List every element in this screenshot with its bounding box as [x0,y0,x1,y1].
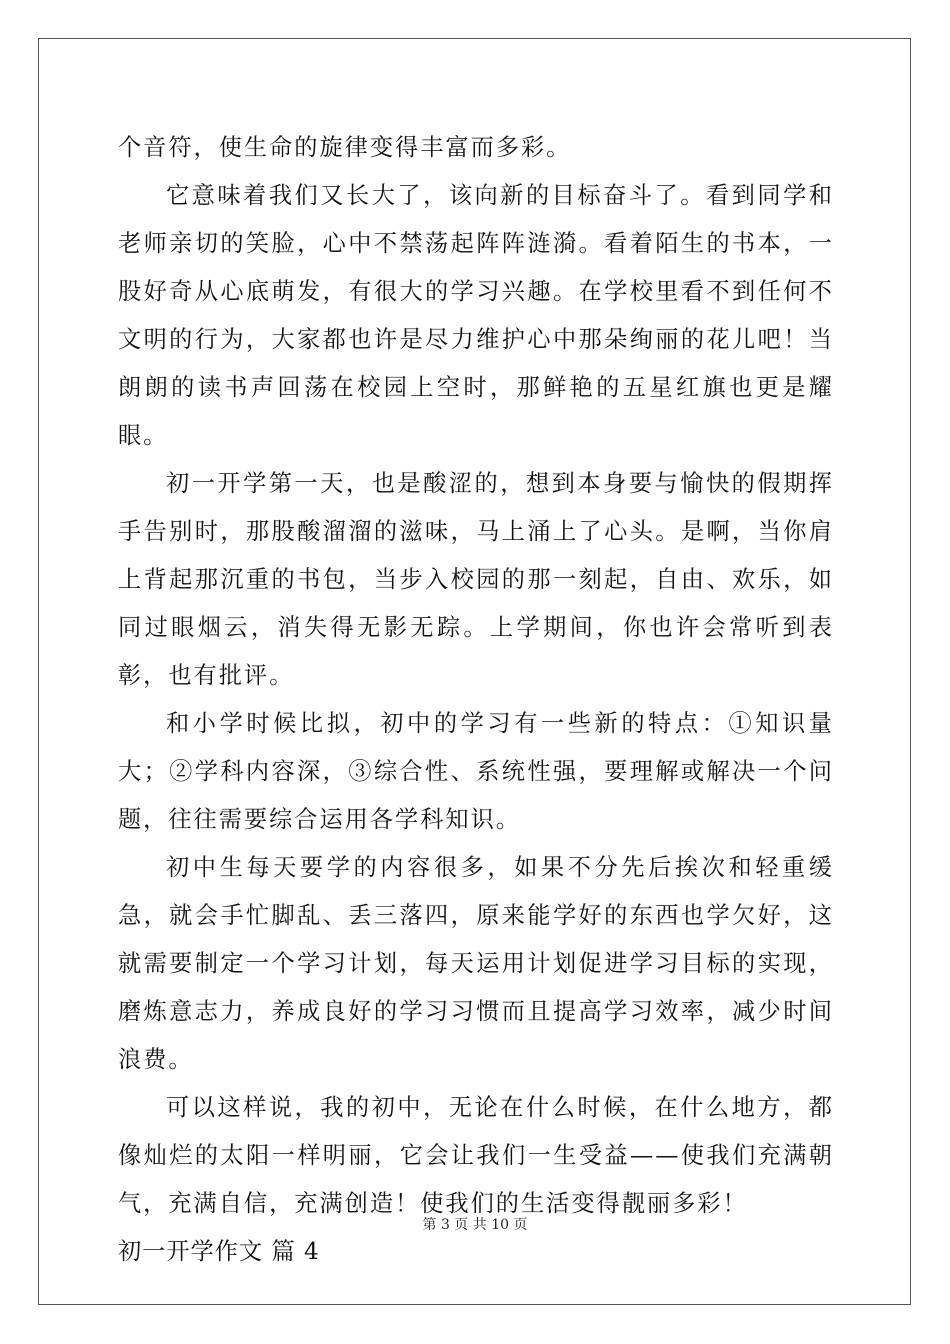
paragraph-3: 初一开学第一天，也是酸涩的，想到本身要与愉快的假期挥手告别时，那股酸溜溜的滋味，马上涌上了心头。是啊，当你肩上背起那沉重的书包，当步入校园的那一刻起，自由、欢乐，如同过眼烟云，消失得无影无踪。上学期间，你也许会常听到表彰，也有批评。 [118,470,834,689]
paragraph-2: 它意味着我们又长大了，该向新的目标奋斗了。看到同学和老师亲切的笑脸，心中不禁荡起阵阵涟漪。看着陌生的书本，一股好奇从心底萌发，有很大的学习兴趣。在学校里看不到任何不文明的行为，大家都也许是尽力维护心中那朵绚丽的花儿吧！当朗朗的读书声回荡在校园上空时，那鲜艳的五星红旗也更是耀眼。 [118,182,834,449]
paragraph-1: 个音符，使生命的旋律变得丰富而多彩。 [118,134,572,161]
section-heading: 初一开学作文 篇 4 [118,1238,320,1265]
paragraph-5: 初中生每天要学的内容很多，如果不分先后挨次和轻重缓急，就会手忙脚乱、丢三落四，原来能学好的东西也学欠好，这就需要制定一个学习计划，每天运用计划促进学习目标的实现，磨炼意志力，养成良好的学习习惯而且提高学习效率，减少时间浪费。 [118,854,834,1073]
document-body [118,124,834,1276]
page-number-footer: 第 3 页 共 10 页 [422,1217,528,1233]
paragraph-6: 可以这样说，我的初中，无论在什么时候，在什么地方，都像灿烂的太阳一样明丽，它会让我们一生受益——使我们充满朝气，充满自信，充满创造！使我们的生活变得靓丽多彩！ [118,1094,834,1217]
paragraph-4: 和小学时候比拟，初中的学习有一些新的特点：①知识量大；②学科内容深，③综合性、系统性强，要理解或解决一个问题，往往需要综合运用各学科知识。 [118,710,834,833]
